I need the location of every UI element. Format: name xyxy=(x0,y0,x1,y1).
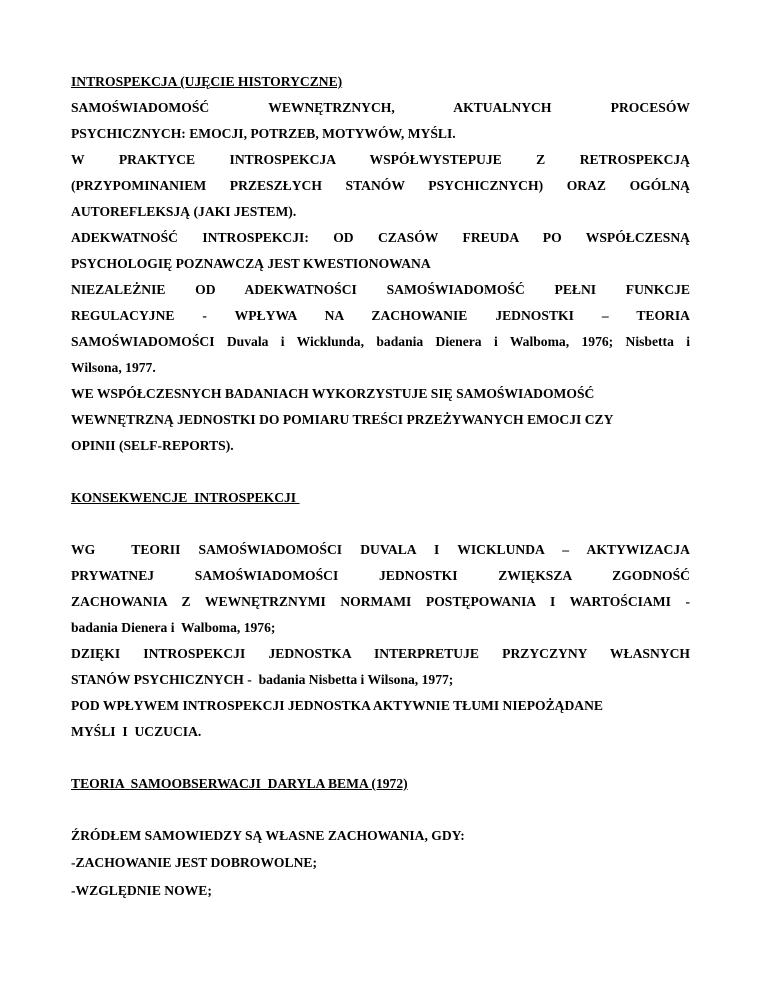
text-line: NIEZALEŻNIE OD ADEKWATNOŚCI SAMOŚWIADOMOŚĆ PEŁNI FUNKCJE xyxy=(71,282,690,297)
text-line: SAMOŚWIADOMOŚĆ WEWNĘTRZNYCH, AKTUALNYCH PROCESÓW xyxy=(71,100,690,115)
blank-line xyxy=(71,797,690,823)
text-line: POD WPŁYWEM INTROSPEKCJI JEDNOSTKA AKTYWNIE TŁUMI NIEPOŻĄDANE xyxy=(71,698,603,713)
text-line: OPINII (SELF-REPORTS). xyxy=(71,438,234,453)
text-line: DZIĘKI INTROSPEKCJI JEDNOSTKA INTERPRETUJE PRZYCZYNY WŁASNYCH xyxy=(71,646,690,661)
blank-line xyxy=(71,511,690,537)
text-line: -ZACHOWANIE JEST DOBROWOLNE; xyxy=(71,855,317,870)
text-line: STANÓW PSYCHICZNYCH - badania Nisbetta i Wilsona, 1977; xyxy=(71,672,454,687)
section-heading-introspekcja: INTROSPEKCJA (UJĘCIE HISTORYCZNE) xyxy=(71,74,343,89)
text-line: PRYWATNEJ SAMOŚWIADOMOŚCI JEDNOSTKI ZWIĘKSZA ZGODNOŚĆ xyxy=(71,568,690,583)
text-line: REGULACYJNE - WPŁYWA NA ZACHOWANIE JEDNOSTKI – TEORIA xyxy=(71,308,690,323)
text-line: WG TEORII SAMOŚWIADOMOŚCI DUVALA I WICKLUNDA – AKTYWIZACJA xyxy=(71,542,690,557)
section-heading-konsekwencje: KONSEKWENCJE INTROSPEKCJI xyxy=(71,490,300,505)
text-line: PSYCHICZNYCH: EMOCJI, POTRZEB, MOTYWÓW, MYŚLI. xyxy=(71,126,456,141)
text-line: (PRZYPOMINANIEM PRZESZŁYCH STANÓW PSYCHICZNYCH) ORAZ OGÓLNĄ xyxy=(71,178,690,193)
text-line: WEWNĘTRZNĄ JEDNOSTKI DO POMIARU TREŚCI PRZEŻYWANYCH EMOCJI CZY xyxy=(71,412,614,427)
text-line: -WZGLĘDNIE NOWE; xyxy=(71,883,212,898)
text-line: AUTOREFLEKSJĄ (JAKI JESTEM). xyxy=(71,204,297,219)
text-line: Wilsona, 1977. xyxy=(71,360,156,375)
blank-line xyxy=(71,459,690,485)
section-heading-teoria-bema: TEORIA SAMOOBSERWACJI DARYLA BEMA (1972) xyxy=(71,776,408,791)
text-line: ZACHOWANIA Z WEWNĘTRZNYMI NORMAMI POSTĘPOWANIA I WARTOŚCIAMI - xyxy=(71,594,690,609)
text-line: SAMOŚWIADOMOŚCI Duvala i Wicklunda, badania Dienera i Walboma, 1976; Nisbetta i xyxy=(71,334,690,349)
text-line: PSYCHOLOGIĘ POZNAWCZĄ JEST KWESTIONOWANA xyxy=(71,256,431,271)
blank-line xyxy=(71,745,690,771)
text-line: badania Dienera i Walboma, 1976; xyxy=(71,620,276,635)
text-line: MYŚLI I UCZUCIA. xyxy=(71,724,202,739)
text-line: ŹRÓDŁEM SAMOWIEDZY SĄ WŁASNE ZACHOWANIA, GDY: xyxy=(71,828,465,843)
text-line: ADEKWATNOŚĆ INTROSPEKCJI: OD CZASÓW FREUDA PO WSPÓŁCZESNĄ xyxy=(71,230,690,245)
text-line: WE WSPÓŁCZESNYCH BADANIACH WYKORZYSTUJE SIĘ SAMOŚWIADOMOŚĆ xyxy=(71,386,595,401)
text-line: W PRAKTYCE INTROSPEKCJA WSPÓŁWYSTEPUJE Z RETROSPEKCJĄ xyxy=(71,152,690,167)
